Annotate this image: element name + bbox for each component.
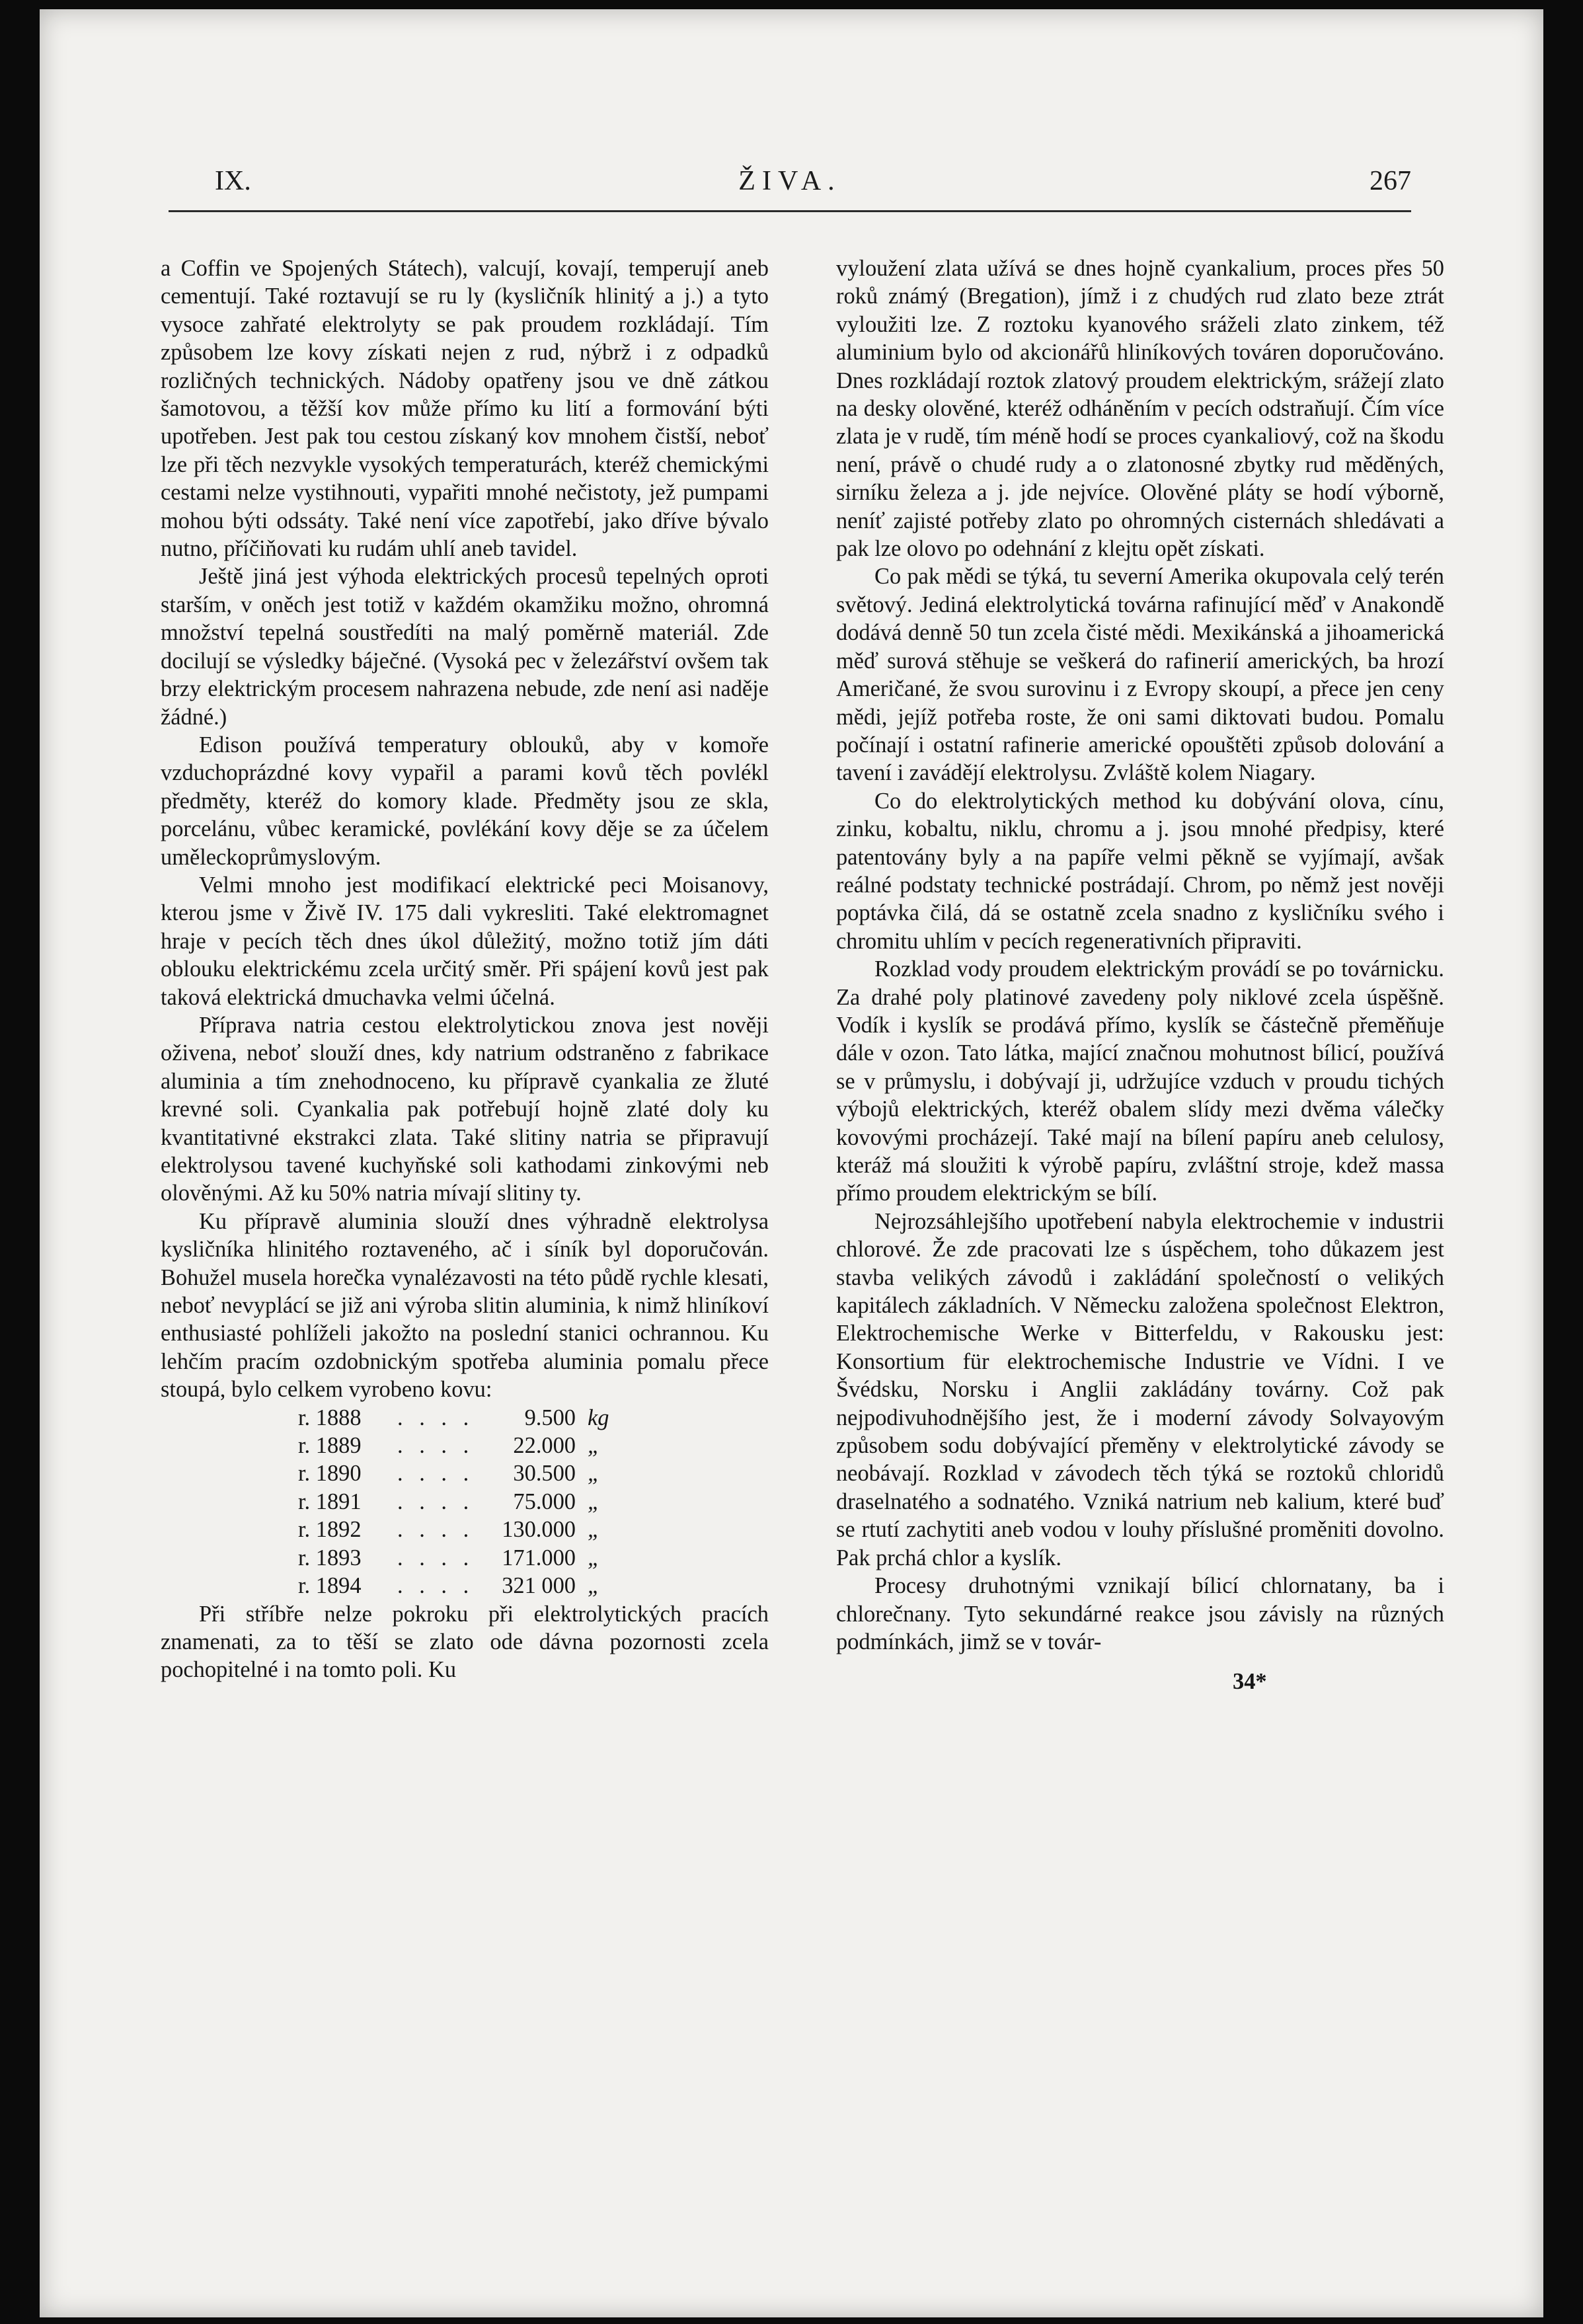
paragraph: Co pak mědi se týká, tu severní Amerika okupovala celý terén světový. Jediná elektrolytická továrna rafinující měď v Anakondě dodává denně 50 tun zcela čisté mědi. Mexikánská a jihoamerická měď surová stěhuje se veškerá do rafinerií amerických, ba hrozí Američané, že svou surovinu i z Evropy skoupí, a přece jen ceny mědi, jejíž potřeba roste, že oni sami diktovati budou. Pomalu počínají i ostatní rafinerie americké opouštěti způsob dolování a tavení i zavádějí elektrolysu. Zvláště kolem Niagary. bbox=[836, 564, 1444, 786]
year-cell: r. 1893 bbox=[298, 1545, 362, 1570]
year-cell: r. 1894 bbox=[298, 1573, 362, 1599]
leader-dots: . . . . bbox=[397, 1433, 475, 1459]
unit-cell: „ bbox=[588, 1573, 601, 1599]
leader-dots: . . . . bbox=[397, 1573, 475, 1599]
unit-cell: kg bbox=[588, 1405, 609, 1430]
leader-dots: . . . . bbox=[397, 1489, 475, 1514]
journal-title: ŽIVA. bbox=[738, 166, 841, 196]
year-cell: r. 1890 bbox=[298, 1461, 362, 1487]
paragraph: Rozklad vody proudem elektrickým provádí se po továrnicku. Za drahé poly platinové zavedeny poly niklové zcela úspěšně. Vodík i kyslík se prodává přímo, kyslík se částečně přeměňuje dále v ozon. Tato látka, mající značnou mohutnost bílicí, používá se v průmyslu, i dobývají ji, udržujíce vzduch v proudu tichých výbojů elektrických, kteréž obalem slídy mezi dvěma válečky kovovými procházejí. Také mají na bílení papíru aneb celulosy, kteráž má sloužiti k výrobě papíru, zvláštní stroje, kdež massa přímo proudem elektrickým se bílí. bbox=[836, 956, 1444, 1206]
year-cell: r. 1889 bbox=[298, 1433, 362, 1459]
unit-cell: „ bbox=[588, 1545, 601, 1570]
year-cell: r. 1892 bbox=[298, 1517, 362, 1543]
page-number: 267 bbox=[1370, 166, 1411, 196]
value-cell: 9.500 bbox=[524, 1405, 576, 1430]
paragraph: Nejrozsáhlejšího upotřebení nabyla elektrochemie v industrii chlorové. Že zde pracovati lze s úspěchem, toho důkazem jest stavba velikých závodů i zakládání společností o velikých kapitálech základních. V Německu založena společnost Elektron, Elektrochemische Werke v Bitterfeldu, v Rakousku jest: Konsortium für elektrochemische Industrie ve Vídni. I ve Švédsku, Norsku i Anglii zakládány továrny. Což pak nejpodivuhodnějšího jest, že i moderní závody Solvayovým způsobem sodu dobývající přeměny v elektrolytické závody se neobávají. Rozklad v závodech těch týká se roztoků chloridů draselnatého a sodnatého. Vzniká natrium neb kalium, které buď se rtutí zachytiti aneb vodou v louhy příslušné proměniti dovolno. Pak prchá chlor a kyslík. bbox=[836, 1208, 1444, 1570]
sheet-signature: 34* bbox=[1233, 1669, 1267, 1695]
leader-dots: . . . . bbox=[397, 1461, 475, 1487]
unit-cell: „ bbox=[588, 1489, 601, 1514]
paragraph: Velmi mnoho jest modifikací elektrické peci Moisanovy, kterou jsme v Živě IV. 175 dali vykresliti. Také elektromagnet hraje v pecích těch dnes úkol důležitý, možno totiž jím dáti oblouku elektrickému zcela určitý směr. Při spájení kovů jest pak taková elektrická dmuchavka velmi účelná. bbox=[161, 872, 769, 1010]
table-row bbox=[298, 1459, 627, 1487]
paragraph: Příprava natria cestou elektrolytickou znova jest nověji oživena, neboť slouží dnes, kdy natrium odstraněno z fabrikace aluminia a tím znehodnoceno, ku přípravě cyankalia ze žluté krevné soli. Cyankalia pak potřebují hojně zlaté doly ku kvantitativné ekstrakci zlata. Také slitiny natria se připravují elektrolysou tavené kuchyňské soli kathodami zinkovými neb olověnými. Až ku 50% natria mívají slitiny ty. bbox=[161, 1012, 769, 1206]
leader-dots: . . . . bbox=[397, 1545, 475, 1570]
paragraph: Ještě jiná jest výhoda elektrických procesů tepelných oproti starším, v oněch jest totiž v každém okamžiku možno, ohromná množství tepelná soustředíti na malý poměrně materiál. Zde docilují se výsledky báječné. (Vysoká pec v železářství ovšem tak brzy elektrickým procesem nahrazena nebude, zde není asi naděje žádné.) bbox=[161, 564, 769, 730]
year-cell: r. 1891 bbox=[298, 1489, 362, 1514]
right-column bbox=[836, 254, 1444, 1696]
table-row bbox=[298, 1404, 627, 1432]
value-cell: 30.500 bbox=[513, 1461, 576, 1487]
paragraph: Procesy druhotnými vznikají bílicí chlornatany, ba i chlorečnany. Tyto sekundárné reakce jsou závisly na různých podmínkách, jimž se v továr- bbox=[836, 1573, 1444, 1654]
left-column bbox=[161, 254, 769, 1684]
unit-cell: „ bbox=[588, 1517, 601, 1543]
page-header bbox=[169, 165, 1411, 205]
value-cell: 75.000 bbox=[513, 1489, 576, 1514]
paragraph: vyloužení zlata užívá se dnes hojně cyankalium, proces přes 50 roků známý (Bregation), jímž i z chudých rud zlato beze ztrát vyloužiti lze. Z roztoku kyanového sráželi zlato zinkem, též aluminium bylo od akcionářů hliníkových továren doporučováno. Dnes rozkládají roztok zlatový proudem elektrickým, srážejí zlato na desky olověné, kteréž odháněním v pecích odstraňují. Čím více zlata je v rudě, tím méně hodí se proces cyankaliový, což na škodu není, právě o chudé rudy a o zlatonosné zbytky rud měděných, sirníku železa a j. jde nejvíce. Olověné pláty se hodí výborně, neníť zajisté potřeby zlato po ohromných cisternách shledávati a pak lze olovo po odehnání z klejtu opět získati. bbox=[836, 256, 1444, 562]
table-row bbox=[298, 1572, 627, 1600]
unit-cell: „ bbox=[588, 1433, 601, 1459]
paragraph: Edison používá temperatury oblouků, aby v komoře vzduchoprázdné kovy vypařil a parami kovů těch povlékl předměty, kteréž do komory klade. Předměty jsou ze skla, porcelánu, vůbec keramické, povlékání kovy děje se za účelem uměleckoprůmyslovým. bbox=[161, 732, 769, 870]
value-cell: 171.000 bbox=[502, 1545, 576, 1570]
volume-number: IX. bbox=[215, 166, 251, 196]
table-row bbox=[298, 1488, 627, 1516]
table-row bbox=[298, 1544, 627, 1572]
paragraph: a Coffin ve Spojených Státech), valcují, kovají, temperují aneb cementují. Také roztavují se ru ly (kysličník hlinitý a j.) a tyto vysoce zahřaté elektrolyty se pak proudem rozkládají. Tím způsobem lze kovy získati nejen z rud, nýbrž i z odpadků rozličných technických. Nádoby opatřeny jsou ve dně zátkou šamotovou, a těžší kov může přímo ku lití a formování býti upotřeben. Jest pak tou cestou získaný kov mnohem čistší, neboť lze při těch nezvykle vysokých temperaturách, kteréž chemickými cestami nelze vystihnouti, vypařiti mnohé nečistoty, jež pumpami mohou býti odssáty. Také není více zapotřebí, jako dříve bývalo nutno, příčiňovati ku rudám uhlí aneb tavidel. bbox=[161, 256, 769, 562]
value-cell: 130.000 bbox=[502, 1517, 576, 1543]
header-rule bbox=[169, 210, 1411, 212]
paragraph: Při stříbře nelze pokroku při elektrolytických pracích znamenati, za to těší se zlato ode dávna pozornosti zcela pochopitelné i na tomto poli. Ku bbox=[161, 1601, 769, 1683]
leader-dots: . . . . bbox=[397, 1405, 475, 1430]
year-cell: r. 1888 bbox=[298, 1405, 362, 1430]
paragraph: Co do elektrolytických method ku dobývání olova, cínu, zinku, kobaltu, niklu, chromu a j. jsou mnohé předpisy, které patentovány byly a na papíře velmi pěkně se vyjímají, avšak reálné podstaty technické postrádají. Chrom, po němž jest nověji poptávka čilá, dá se ostatně zcela snadno z kysličníku svého i chromitu uhlím v pecích regenerativních připraviti. bbox=[836, 788, 1444, 954]
paragraph: Ku přípravě aluminia slouží dnes výhradně elektrolysa kysličníka hlinitého roztaveného, ač i síník byl doporučován. Bohužel musela horečka vynalézavosti na této půdě rychle klesati, neboť nevyplácí se již ani výroba slitin aluminia, k nimž hliníkoví enthusiasté pohlíželi jakožto na poslední stanici ochrannou. Ku lehčím pracím ozdobnickým spotřeba aluminia pomalu přece stoupá, bylo celkem vyrobeno kovu: bbox=[161, 1208, 769, 1403]
leader-dots: . . . . bbox=[397, 1517, 475, 1543]
value-cell: 22.000 bbox=[513, 1433, 576, 1459]
table-row bbox=[298, 1432, 627, 1459]
table-row bbox=[298, 1516, 627, 1543]
production-table bbox=[298, 1404, 627, 1600]
value-cell: 321 000 bbox=[502, 1573, 576, 1599]
unit-cell: „ bbox=[588, 1461, 601, 1487]
